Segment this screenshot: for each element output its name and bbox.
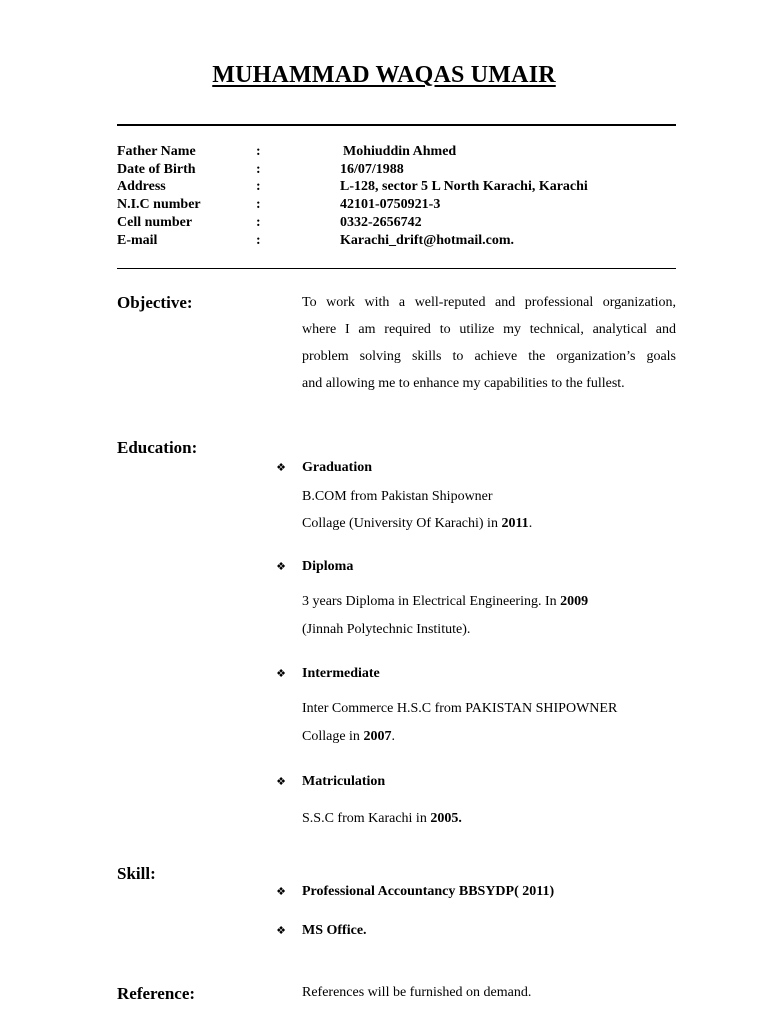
bullet-icon: ❖ xyxy=(276,886,286,898)
info-row-cell-number xyxy=(0,215,768,233)
education-detail: Collage in 2007. xyxy=(302,729,395,744)
skill-heading: Skill: xyxy=(117,864,156,883)
objective-line: where I am required to utilize my technical, analytical and xyxy=(302,322,676,337)
info-colon: : xyxy=(256,162,261,177)
education-detail: 3 years Diploma in Electrical Engineering. In 2009 xyxy=(302,594,589,609)
info-row-nic-number xyxy=(0,197,768,215)
education-heading: Education: xyxy=(117,438,198,457)
reference-heading: Reference: xyxy=(117,984,196,1003)
info-value: 42101-0750921-3 xyxy=(340,197,441,212)
info-row-date-of-birth xyxy=(0,162,768,180)
objective-paragraph xyxy=(302,289,676,397)
info-label: Date of Birth xyxy=(117,162,196,177)
education-detail: S.S.C from Karachi in 2005. xyxy=(302,811,462,826)
bullet-icon: ❖ xyxy=(276,668,286,680)
education-detail: Collage (University Of Karachi) in 2011. xyxy=(302,516,533,531)
education-title-graduation: Graduation xyxy=(302,460,373,475)
objective-heading: Objective: xyxy=(117,293,193,312)
skill-item: Professional Accountancy BBSYDP( 2011) xyxy=(302,884,555,899)
objective-line: and allowing me to enhance my capabilities to the fullest. xyxy=(302,376,625,391)
bullet-icon: ❖ xyxy=(276,462,286,474)
info-colon: : xyxy=(256,215,261,230)
mid-divider xyxy=(117,268,676,269)
info-label: Father Name xyxy=(117,144,196,159)
info-row-email xyxy=(0,233,768,251)
info-label: Address xyxy=(117,179,166,194)
info-label: E-mail xyxy=(117,233,158,248)
bullet-icon: ❖ xyxy=(276,925,286,937)
info-value: 0332-2656742 xyxy=(340,215,422,230)
info-colon: : xyxy=(256,179,261,194)
info-value: L-128, sector 5 L North Karachi, Karachi xyxy=(340,179,588,194)
info-row-father-name xyxy=(0,144,768,162)
education-title-diploma: Diploma xyxy=(302,559,354,574)
education-title-matriculation: Matriculation xyxy=(302,774,386,789)
education-title-intermediate: Intermediate xyxy=(302,666,380,681)
bullet-icon: ❖ xyxy=(276,561,286,573)
skill-item: MS Office. xyxy=(302,923,367,938)
info-colon: : xyxy=(256,197,261,212)
top-divider xyxy=(117,124,676,126)
objective-line: To work with a well-reputed and professional organization, xyxy=(302,295,676,310)
education-detail: B.COM from Pakistan Shipowner xyxy=(302,489,493,504)
education-detail: (Jinnah Polytechnic Institute). xyxy=(302,622,471,637)
info-colon: : xyxy=(256,233,261,248)
info-value: Karachi_drift@hotmail.com. xyxy=(340,233,514,248)
info-label: N.I.C number xyxy=(117,197,201,212)
info-row-address xyxy=(0,179,768,197)
education-detail: Inter Commerce H.S.C from PAKISTAN SHIPOWNER xyxy=(302,701,618,716)
info-value: 16/07/1988 xyxy=(340,162,404,177)
info-colon: : xyxy=(256,144,261,159)
reference-text: References will be furnished on demand. xyxy=(302,985,532,1000)
bullet-icon: ❖ xyxy=(276,776,286,788)
info-label: Cell number xyxy=(117,215,193,230)
resume-name: MUHAMMAD WAQAS UMAIR xyxy=(212,62,556,88)
info-value: Mohiuddin Ahmed xyxy=(343,144,457,159)
objective-line: problem solving skills to achieve the organization’s goals xyxy=(302,349,676,364)
